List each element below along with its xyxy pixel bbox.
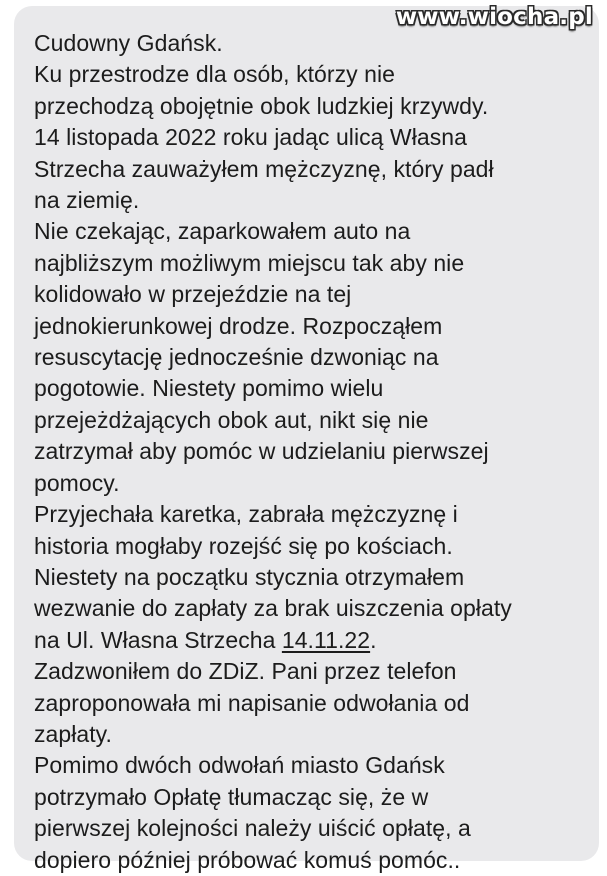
message-line: Ku przestrodze dla osób, którzy nie: [34, 61, 395, 88]
message-line: jednokierunkowej drodze. Rozpocząłem: [34, 312, 443, 339]
message-line: Niestety na początku stycznia otrzymałem: [34, 563, 465, 590]
message-line: historia mogłaby rozejść się po kościach.: [34, 532, 453, 559]
message-line: najbliższym możliwym miejscu tak aby nie: [34, 249, 465, 276]
message-line: Pomimo dwóch odwołań miasto Gdańsk: [34, 752, 445, 779]
message-line: przechodzą obojętnie obok ludzkiej krzywdy.: [34, 92, 489, 119]
message-line: 14 listopada 2022 roku jadąc ulicą Własna: [34, 124, 467, 151]
message-line: potrzymało Opłatę tłumacząc się, że w: [34, 783, 429, 810]
message-line-text: .: [370, 626, 377, 653]
date-link[interactable]: 14.11.22: [281, 626, 371, 653]
message-line: resuscytację jednocześnie dzwoniąc na: [34, 344, 439, 371]
message-line: Nie czekając, zaparkowałem auto na: [34, 218, 411, 245]
message-line: Przyjechała karetka, zabrała mężczyznę i: [34, 501, 458, 528]
message-line: pierwszej kolejności należy uiścić opłatę, a: [34, 815, 471, 842]
message-line: kolidowało w przejeździe na tej: [34, 281, 352, 308]
message-line: pomocy.: [34, 469, 120, 496]
message-line: Cudowny Gdańsk.: [34, 30, 223, 56]
message-line-text: na Ul. Własna Strzecha: [34, 626, 282, 653]
message-line: na ziemię.: [34, 187, 140, 214]
message-line: Strzecha zauważyłem mężczyznę, który padł: [34, 155, 494, 182]
message-bubble[interactable]: [14, 6, 599, 873]
message-line: wezwanie do zapłaty za brak uiszczenia opłaty: [34, 595, 512, 622]
message-line: zaproponowała mi napisanie odwołania od: [34, 689, 470, 716]
message-line: [34, 625, 589, 656]
watermark: www.wiocha.pl: [395, 4, 593, 30]
message-line: dopiero później próbować komuś pomóc..: [34, 846, 461, 873]
message-line: zatrzymał aby pomóc w udzielaniu pierwszej: [34, 438, 489, 465]
message-line: Zadzwoniłem do ZDiZ. Pani przez telefon: [34, 658, 457, 685]
message-line: pogotowie. Niestety pomimo wielu: [34, 375, 384, 402]
message-line: zapłaty.: [34, 720, 112, 747]
message-line: przejeżdżających obok aut, nikt się nie: [34, 406, 429, 433]
message-text: [34, 28, 589, 876]
